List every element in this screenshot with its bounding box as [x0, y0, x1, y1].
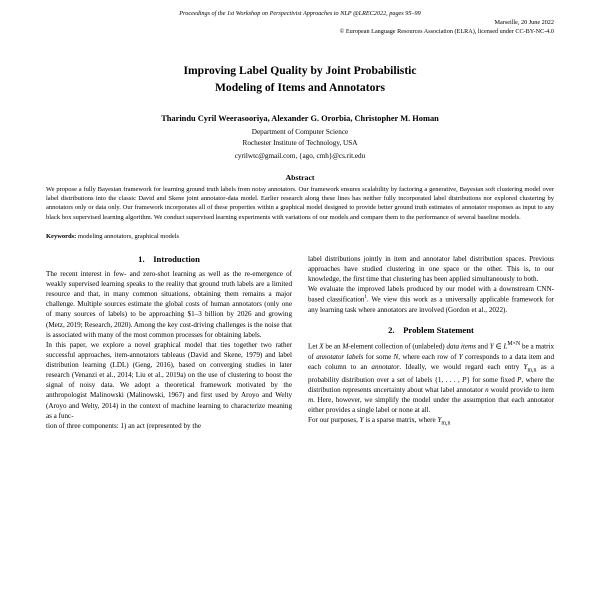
right-column: [308, 254, 554, 431]
section-heading-introduction: [46, 254, 292, 264]
page-title: [46, 63, 554, 97]
abstract-heading: Abstract: [285, 172, 315, 182]
problem-paragraph-2: For our purposes, Y is a sparse matrix, where $Y_{m,n}$: [308, 416, 451, 427]
keywords-value: modeling annotators, graphical models: [76, 232, 180, 240]
title-line-2: Modeling of Items and Annotators: [214, 81, 386, 95]
section-number-1: 1.: [138, 253, 145, 264]
affiliation-line-2: Rochester Institute of Technology, USA: [242, 138, 358, 147]
proceedings-line: Proceedings of the 1st Workshop on Perspectivist Approaches to NLP @LREC2022, pages 95–99: [179, 10, 421, 17]
section-heading-problem-statement: [308, 325, 554, 335]
right-paragraph-2: [308, 284, 554, 315]
location-line: Marseille, 20 June 2022: [494, 19, 554, 27]
copyright-line: © European Language Resources Association (ELRA), licensed under CC-BY-NC-4.0: [339, 28, 554, 36]
intro-paragraph-3: tion of three components: 1) an act (represented by the: [46, 421, 202, 430]
right-paragraph-2-text-b: . We view this work as a universally applicable framework for any learning task where annotators are involved (Gordon et al., 2022).: [308, 295, 554, 314]
intro-paragraph-2: In this paper, we explore a novel graphical model that ties together two rather successful approaches, item-annotators tableaus (David and Skene, 1979) and label distribution learning (LDL) (Geng, 2016), based on converging studies in later research (Venanzi et al., 2014; Liu et al., 2019a) on the use of clustering to boost the signal of noisy data. We adopt a theoretical framework motivated by the anthropologist Malinowski (Malinowski, 1967) and first used by Aroyo and Welty (Aroyo and Welty, 2014) in the context of machine learning to characterize meaning as a func-: [46, 340, 292, 420]
affiliation: [46, 127, 554, 149]
author-list: Tharindu Cyril Weerasooriya, Alexander G. Ororbia, Christopher M. Homan: [161, 114, 439, 124]
keywords: [46, 233, 554, 240]
page-header: [46, 10, 554, 37]
abstract-body: We propose a fully Bayesian framework for learning ground truth labels from noisy annotators. Our framework ensures scalability by factoring a generative, Bayesian soft clustering model over label distributions into the classic David and Skene joint annotator-data model. Earlier research along these lines has neither fully incorporated label distributions nor explored clustering by annotators only or data only. Our framework incorporates all of these properties within a graphical model designed to provide better ground truth estimates of annotator responses as input to any black box supervised learning algorithm. We conduct supervised learning experiments with variations of our models and compare them to the performance of several baseline models.: [46, 185, 554, 221]
author-emails: cyrilwtc@gmail.com, {ago, cmh}@cs.rit.edu: [234, 151, 366, 160]
affiliation-line-1: Department of Computer Science: [251, 128, 349, 137]
section-number-2: 2.: [388, 325, 395, 335]
left-column: [46, 254, 292, 431]
section-title-2: Problem Statement: [403, 325, 474, 335]
problem-paragraph-1: Let X be an M-element collection of (unlabeled) data items and Y ∈ $L^{M\times N}$ be a matrix of annotator labels for some N, where each row of Y corresponds to a data item and each column to an annotator. Ideally, we would regard each entry $Y_{m,n}$ as a probability distribution over a set of labels {1, . . . , P} for some fixed P, where the distribution represents uncertainty about what label annotator n would provide to item m. Here, however, we simplify the model under the assumption that each annotator either provides a single label or none at all.: [308, 341, 555, 414]
section-title-1: Introduction: [153, 253, 200, 264]
right-paragraph-2-text-a: We evaluate the improved labels produced by our model with a downstream CNN-based classification: [308, 285, 554, 304]
right-paragraph-1: label distributions jointly in item and annotator label distribution spaces. Previous approaches have studied clustering in one space or the other. This is, to our knowledge, the first time that clustering has been applied simultaneously to both.: [308, 254, 554, 284]
keywords-label: Keywords:: [46, 232, 77, 240]
intro-paragraph-1: The recent interest in few- and zero-shot learning as well as the re-emergence of weakly supervised learning speaks to the reality that ground truth labels are a limited resource and that, in many common situations, obtaining them remains a major challenge. Multiple sources estimate the global costs of human annotators (only one of many sources of labels) to be approaching $1–3 billion by 2026 and growing (Metz, 2019; Research, 2020). Among the key cost-driving challenges is the noise that is associated with many of the most common processes for obtaining labels.: [46, 269, 292, 339]
title-line-1: Improving Label Quality by Joint Probabilistic: [183, 64, 417, 78]
body-columns: [46, 254, 554, 431]
footnote-reference[interactable]: 1: [364, 295, 367, 301]
